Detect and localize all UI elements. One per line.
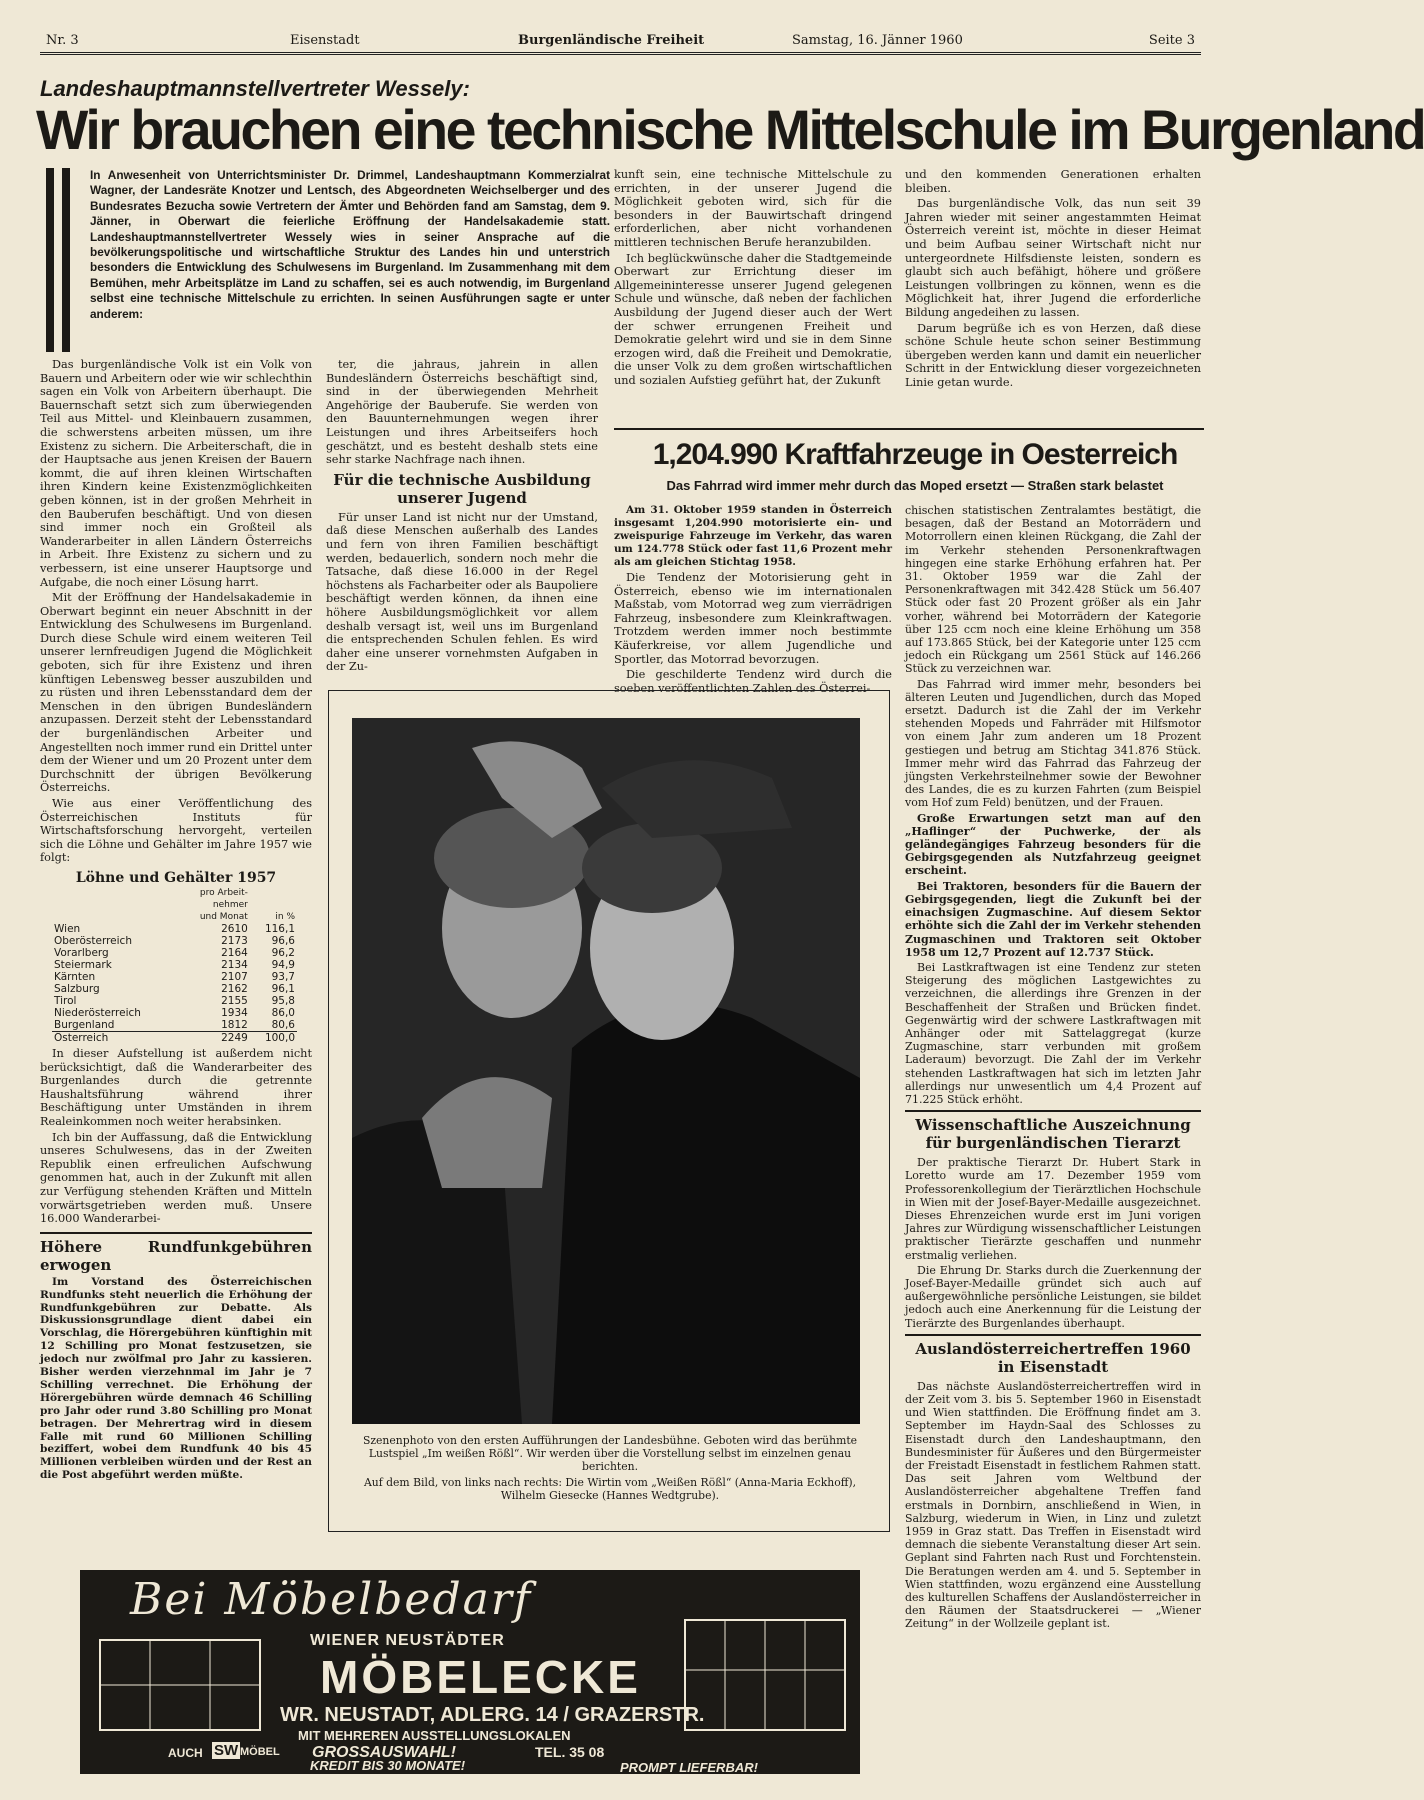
table-cell-label: Wien xyxy=(54,922,81,935)
paragraph: Bei Traktoren, besonders für die Bauern der Gebirgsgegenden, liegt die Zukunft bei der einachsigen Zugmaschine. Auf diesem Sektor erhöhte sich die Zahl der im Verkehr stehenden Zugmaschinen und Traktoren seit Oktober 1958 um 12,7 Prozent auf 12.737 Stück. xyxy=(905,879,1201,959)
paragraph: Die Ehrung Dr. Starks durch die Zuerkennung der Josef-Bayer-Medaille gründet sich auch auf außergewöhnliche persönliche Leistungen, sie bildet jedoch auch eine Anerkennung für die Leistung der Tierärzte des Burgenlandes überhaupt. xyxy=(905,1263,1201,1330)
radio-text: Im Vorstand des Österreichischen Rundfunks steht neuerlich die Erhöhung der Rundfunkgebühren zur Debatte. Als Diskussionsgrundlage dient dabei ein Vorschlag, die Hörergebühren künftighin mit 12 Schilling pro Monat festzusetzen, sie jedoch nur zwölfmal pro Jahr zu kassieren. Bisher werden vierzehnmal im Jahr je 7 Schilling verrechnet. Die Erhöhung der Hörergebühren würde demnach 46 Schilling pro Jahr oder rund 3.80 Schilling pro Monat betragen. Der Mehrertrag wird in diesem Falle mit rund 60 Millionen Schilling beziffert, wobei dem Rundfunk 40 bis 45 Millionen verbleiben würden und der Rest an die Post abgeführt werden müßte. xyxy=(40,1275,312,1482)
paragraph: kunft sein, eine technische Mittelschule zu errichten, in der unserer Jugend die Möglichkeit geboten wird, sich für die besonders in der Bauwirtschaft dringend erforderlichen, aber nicht vorhandenen mittleren technischen Berufe heranzubilden. xyxy=(614,168,892,249)
table-row xyxy=(52,995,297,1007)
table-cell-value: 1812 xyxy=(221,1018,248,1031)
article-column-3 xyxy=(614,168,892,390)
paragraph: In dieser Aufstellung ist außerdem nicht berücksichtigt, daß die Wanderarbeiter des Burgenlandes durch die getrennte Haushaltsführung während ihrer Beschäftigung unter Umständen in ihrem Realeinkommen noch weiter herabsinken. xyxy=(40,1046,312,1128)
ausland-title: Auslandösterreichertreffen 1960 in Eisenstadt xyxy=(915,1339,1191,1376)
table-cell-value: 2610 xyxy=(221,922,248,935)
article-intro: In Anwesenheit von Unterrichtsminister Dr. Drimmel, Landeshauptmann Kommerzialrat Wagner, der Landesräte Knotzer und Lentsch, des Abgeordneten Weichselberger und des Bundesrates Bezucha sowie Vertretern der Ämter und Behörden fand am Samstag, dem 9. Jänner, in Oberwart die feierliche Eröffnung der Handelsakademie statt. Landeshauptmannstellvertreter Wessely wies in seiner Ansprache auf die bevölkerungspolitische und wirtschaftliche Struktur des Landes hin und unterstrich besonders die Entwicklung des Schulwesens im Burgenland. Im Zusammenhang mit dem Bemühen, mehr Arbeitsplätze im Land zu schaffen, sei es auch notwendig, im Burgenland selbst eine technische Mittelschule zu errichten. In seinen Ausführungen sagte er unter anderem: xyxy=(90,168,610,321)
divider xyxy=(40,1232,312,1234)
table-cell-value: 2107 xyxy=(221,970,248,983)
table-row xyxy=(52,983,297,995)
table-row xyxy=(52,935,297,947)
table-cell-percent: 96,1 xyxy=(271,982,295,995)
table-cell-label: Niederösterreich xyxy=(54,1006,141,1019)
table-total-value: 2249 xyxy=(221,1031,248,1044)
kfz-subheadline: Das Fahrrad wird immer mehr durch das Moped ersetzt — Straßen stark belastet xyxy=(666,478,1164,493)
table-total-percent: 100,0 xyxy=(264,1031,295,1044)
newspaper-name: Burgenländische Freiheit xyxy=(518,33,705,48)
furniture-advertisement xyxy=(80,1570,860,1774)
ad-phone: TEL. 35 08 xyxy=(535,1744,605,1760)
table-cell-percent: 95,8 xyxy=(271,994,295,1007)
article-kicker: Landeshauptmannstellvertreter Wessely: xyxy=(40,76,470,101)
article-column-1 xyxy=(40,358,312,1484)
paragraph: chischen statistischen Zentralamtes bestätigt, die besagen, daß der Bestand an Motorrädern und Motorrollern einen kleinen Rückgang, die Zahl der im Verkehr stehenden Personenkraftwagen hingegen eine starke Erhöhung erfahren hat. Per 31. Oktober 1959 war die Zahl der Personenkraftwagen mit 342.428 Stück um 56.407 Stück oder fast 20 Prozent größer als ein Jahr vorher, während bei Motorrädern der Kategorie über 125 ccm noch eine kleine Erhöhung um 358 auf 173.865 Stück, bei der Kategorie unter 125 ccm jedoch ein Rückgang um 2561 Stück auf 146.266 Stück zu verzeichnen war. xyxy=(905,504,1201,676)
paragraph: Mit der Eröffnung der Handelsakademie in Oberwart beginnt ein neuer Abschnitt in der Entwicklung des Schulwesens im Burgenland. Durch diese Schule wird einem weiteren Teil unserer lernfreudigen Jugend die Möglichkeit geboten, sich für ihre Existenz und ihren künftigen Lebensweg besser auszubilden und zu rüsten und ihren Lebensstandard dem der Menschen in den übrigen Bundesländern anzupassen. Derzeit steht der Lebensstandard der burgenländischen Arbeiter und Angestellten noch immer rund ein Drittel unter dem der Wiener und um 20 Prozent unter dem Durchschnitt der übrigen Bevölkerung Österreichs. xyxy=(40,591,312,795)
paragraph: und den kommenden Generationen erhalten bleiben. xyxy=(905,168,1201,195)
table-cell-percent: 96,6 xyxy=(271,934,295,947)
table-cell-label: Steiermark xyxy=(54,958,112,971)
intro-bars-decoration xyxy=(44,168,74,352)
page-number: Seite 3 xyxy=(1148,33,1195,48)
table-cell-value: 1934 xyxy=(221,1006,248,1019)
table-cell-percent: 96,2 xyxy=(271,946,295,959)
page-header xyxy=(40,30,1201,55)
kfz-column-1 xyxy=(614,504,892,697)
table-total-label: Österreich xyxy=(54,1031,109,1044)
kfz-lead: Am 31. Oktober 1959 standen in Österreich insgesamt 1,204.990 motorisierte ein- und zweispurige Fahrzeuge im Verkehr, das waren um 124.778 Stück oder fast 11,6 Prozent mehr als am gleichen Stichtag 1958. xyxy=(614,504,892,568)
paragraph: Ich bin der Auffassung, daß die Entwicklung unseres Schulwesens, das in der Zweiten Republik einen erfreulichen Aufschwung genommen hat, auch in der Zukunft mit allen zur Verfügung stehenden Kräften und Mitteln vorwärtsgetrieben werden muß. Unsere 16.000 Wanderarbei- xyxy=(40,1130,312,1226)
issue-number: Nr. 3 xyxy=(46,33,79,48)
table-cell-value: 2134 xyxy=(221,958,248,971)
table-cell-percent: 80,6 xyxy=(271,1018,295,1031)
divider xyxy=(905,1110,1201,1112)
paragraph: Das burgenländische Volk ist ein Volk von Bauern und Arbeitern oder wie wir schlechthin sagen ein Volk von Arbeitern überhaupt. Die Bauernschaft setzt sich zum überwiegenden Teil aus Mittel- und Kleinbauern zusammen, die schwerstens arbeiten müssen, um ihre Existenz zu sichern. Die Arbeiterschaft, die in der Hauptsache aus jenen Kreisen der Bauern kommt, die auf ihren kleinen Wirtschaften ihren Kindern keine Existenzmöglichkeiten geben können, ist in der großen Mehrheit in den Bauberufen beschäftigt. Und von diesen sind immer noch ein Großteil als Wanderarbeiter in allen Ländern Österreichs in Arbeit. Ihre Existenz zu sichern und zu verbessern, ist eine unserer Hauptsorge und Aufgabe, die noch einer Lösung harrt. xyxy=(40,358,312,589)
paragraph: Der praktische Tierarzt Dr. Hubert Stark in Loretto wurde am 17. Dezember 1959 vom Professorenkollegium der Tierärztlichen Hochschule in Wien mit der Josef-Bayer-Medaille ausgezeichnet. Dieses Ehrenzeichen wurde erst im Juni vorigen Jahres zur Würdigung wissenschaftlicher Leistungen praktischer Tierärzte geschaffen und nunmehr erstmalig verliehen. xyxy=(905,1156,1201,1262)
table-cell-label: Burgenland xyxy=(54,1018,115,1031)
paragraph: Die Tendenz der Motorisierung geht in Österreich, ebenso wie im internationalen Maßstab, vom Motorrad weg zum vierrädrigen Fahrzeug, insbesondere zum Kleinkraftwagen. Trotzdem werden immer noch bestimmte Käuferkreise, vor allem Jugendliche und Sportler, das Motorrad bevorzugen. xyxy=(614,571,892,666)
table-cell-label: Salzburg xyxy=(54,982,100,995)
kitchen-illustration-icon xyxy=(680,1610,850,1740)
city: Eisenstadt xyxy=(290,33,360,48)
photo-illustration xyxy=(352,718,860,1424)
sideboard-illustration-icon xyxy=(90,1630,270,1740)
table-row xyxy=(52,1007,297,1019)
table-cell-value: 2155 xyxy=(221,994,248,1007)
ad-brand: MÖBELECKE xyxy=(320,1651,641,1703)
paragraph: Bei Lastkraftwagen ist eine Tendenz zur steten Steigerung des möglichen Lastgewichtes zu verzeichnen, die allerdings ihre Grenzen in der Beschaffenheit der Straßen und Brücken findet. Gegenwärtig wird der schwere Lastkraftwagen mit Anhänger oder mit Sattelaggregat (kurze Zugmaschine, starr verbunden mit großem Laderaum) bevorzugt. Die Zahl der im Verkehr stehenden Lastkraftwagen hat sich im letzten Jahr allerdings nur unwesentlich um 4,4 Prozent auf 71.225 Stück erhöht. xyxy=(905,960,1201,1106)
table-cell-label: Kärnten xyxy=(54,970,96,983)
theatre-photo xyxy=(352,718,860,1424)
table-cell-percent: 94,9 xyxy=(271,958,295,971)
table-cell-label: Vorarlberg xyxy=(54,946,109,959)
table-cell-value: 2164 xyxy=(221,946,248,959)
article-column-2 xyxy=(326,358,598,676)
table-row xyxy=(52,1019,297,1032)
paragraph: Die geschilderte Tendenz wird durch die soeben veröffentlichten Zahlen des Österrei- xyxy=(614,668,892,695)
kfz-column-2 xyxy=(905,504,1201,1633)
table-head: pro Arbeit- xyxy=(199,887,248,898)
radio-title: Höhere Rundfunkgebühren erwogen xyxy=(40,1237,312,1274)
ad-sw: SW xyxy=(214,1742,239,1759)
divider xyxy=(614,428,1204,430)
tierarzt-title: Wissenschaftliche Auszeichnung für burgenländischen Tierarzt xyxy=(915,1116,1191,1153)
table-cell-value: 2173 xyxy=(221,934,248,947)
table-cell-label: Oberösterreich xyxy=(54,934,132,947)
ad-address: WR. NEUSTADT, ADLERG. 14 / GRAZERSTR. xyxy=(280,1704,705,1726)
paragraph: Das burgenländische Volk, das nun seit 39 Jahren wieder mit seiner angestammten Heimat Österreich vereint ist, möchte in dieser Heimat und beim Aufbau seiner Wirtschaft nicht nur untergeordnete Hilfsdienste leisten, sondern es glaubt sich auch befähigt, höhere und größere Leistungen vollbringen zu können, wenn es die Möglichkeit hat, ihrer Jugend die erforderliche Bildung angedeihen zu lassen. xyxy=(905,197,1201,319)
article-headline: Wir brauchen eine technische Mittelschule im Burgenland xyxy=(36,98,1424,161)
ad-script: Bei Möbelbedarf xyxy=(130,1574,533,1625)
table-row xyxy=(52,923,297,935)
table-head: nehmer xyxy=(212,899,248,910)
paragraph: Große Erwartungen setzt man auf den „Haflinger“ der Puchwerke, der als geländegängiges Fahrzeug besonders für die Gebirgsgegenden als Nutzfahrzeug geeignet erscheint. xyxy=(905,811,1201,878)
paragraph: Das Fahrrad wird immer mehr, besonders bei älteren Leuten und Jugendlichen, durch das Moped ersetzt. Dadurch ist die Zahl der im Verkehr stehenden Mopeds und Fahrräder mit Hilfsmotor von einem Jahr zum anderen um 18 Prozent gestiegen und betrug am Stichtag 341.876 Stück. Immer mehr wird das Fahrrad das Fahrzeug der jüngsten Verkehrsteilnehmer sowie der Bewohner des Landes, die es zu kurzen Fahrten (zum Beispiel vom Hof zum Feld) benützen, und der Frauen. xyxy=(905,677,1201,810)
ad-moebel: MÖBEL xyxy=(240,1746,280,1758)
paragraph: Ich beglückwünsche daher die Stadtgemeinde Oberwart zur Errichtung dieser im Allgemeininteresse unserer Jugend gelegenen Schule und wünsche, daß neben der fachlichen Ausbildung der Jugend dieser auch der Wert der schwer errungenen Freiheit und Demokratie gelehrt wird und sie in dem Sinne erzogen wird, daß die Freiheit und Demokratie, die unser Volk zu dem großen wirtschaftlichen und sozialen Aufstieg geführt hat, der Zukunft xyxy=(614,251,892,387)
divider xyxy=(905,1334,1201,1336)
paragraph: Wie aus einer Veröffentlichung des Österreichischen Instituts für Wirtschaftsforschung hervorgeht, verteilen sich die Löhne und Gehälter im Jahre 1957 wie folgt: xyxy=(40,797,312,865)
subheading: Für die technische Ausbildung unserer Jugend xyxy=(333,470,591,507)
caption-line: Szenenphoto von den ersten Aufführungen der Landesbühne. Geboten wird das berühmte Lustspiel „Im weißen Rößl“. Wir werden über die Vorstellung selbst im einzelnen genau berichten. xyxy=(362,1434,858,1473)
ad-auswahl: GROSSAUSWAHL! xyxy=(312,1744,456,1761)
paragraph: Darum begrüße ich es von Herzen, daß diese schöne Schule heute schon seiner Bestimmung übergeben werden kann und damit ein neuerlicher Schritt in der Entwicklung dieser vorgezeichneten Linie getan wurde. xyxy=(905,321,1201,389)
table-cell-value: 2162 xyxy=(221,982,248,995)
table-row xyxy=(52,971,297,983)
table-row xyxy=(52,959,297,971)
table-head: in % xyxy=(275,911,295,922)
table-cell-percent: 116,1 xyxy=(264,922,295,935)
paragraph: Für unser Land ist nicht nur der Umstand, daß diese Menschen außerhalb des Landes und fern von ihren Familien beschäftigt werden, bedauerlich, sondern noch mehr die Tatsache, daß diese 16.000 in der Regel höchstens als Facharbeiter oder als Baupoliere beschäftigt werden können, da ihnen eine höhere Ausbildungsmöglichkeit vor allem deshalb versagt ist, weil uns im Burgenland die entsprechenden Schulen fehlen. Es wird daher eine unserer vornehmsten Aufgaben in der Zu- xyxy=(326,510,598,674)
wage-table-title: Löhne und Gehälter 1957 xyxy=(75,869,277,886)
table-cell-label: Tirol xyxy=(54,994,77,1007)
table-cell-percent: 86,0 xyxy=(271,1006,295,1019)
ad-auch: AUCH xyxy=(168,1746,203,1760)
ad-line2: MIT MEHREREN AUSSTELLUNGSLOKALEN xyxy=(298,1728,571,1743)
paragraph: ter, die jahraus, jahrein in allen Bundesländern Österreichs beschäftigt sind, sind in der überwiegenden Mehrheit Angehörige der Bauberufe. Sie werden von den Bauunternehmungen wegen ihrer Leistungen und ihres Arbeitseifers hoch geschätzt, und es besteht deshalb stets eine sehr starke Nachfrage nach ihnen. xyxy=(326,358,598,467)
article-column-4 xyxy=(905,168,1201,392)
table-row xyxy=(52,947,297,959)
photo-caption xyxy=(350,1434,870,1502)
ad-kredit: KREDIT BIS 30 MONATE! xyxy=(310,1758,466,1773)
kfz-headline: 1,204.990 Kraftfahrzeuge in Oesterreich xyxy=(652,438,1178,471)
table-head: und Monat xyxy=(199,911,248,922)
issue-date: Samstag, 16. Jänner 1960 xyxy=(792,33,963,48)
caption-line: Auf dem Bild, von links nach rechts: Die Wirtin vom „Weißen Rößl“ (Anna-Maria Eckhoff), Wilhelm Giesecke (Hannes Wedtgrube). xyxy=(363,1476,857,1502)
paragraph: Das nächste Auslandösterreichertreffen wird in der Zeit vom 3. bis 5. September 1960 in Eisenstadt und Wien stattfinden. Die Eröffnung findet am 3. September im Haydn-Saal des Schlosses zu Eisenstadt durch den Landeshauptmann, den Bundesminister für Äußeres und den Bürgermeister der Freistadt Eisenstadt in festlichem Rahmen statt. Das seit Jahren vom Weltbund der Auslandösterreicher abgehaltene Treffen fand erstmals in Dornbirn, anschließend in Wien, in Salzburg, wiederum in Wien, in Linz und zuletzt 1959 in Graz statt. Das Treffen in Eisenstadt wird demnach die siebente Veranstaltung dieser Art sein. Geplant sind Fahrten nach Rust und Forchtenstein. Die Beratungen werden am 4. und 5. September in Wien stattfinden, wozu ergänzend eine Ausstellung des kulturellen Schaffens der Auslandösterreicher in den Räumen der Staatsdruckerei — „Wiener Zeitung“ in der Wollzeile geplant ist. xyxy=(905,1379,1201,1631)
table-cell-percent: 93,7 xyxy=(271,970,295,983)
wage-table xyxy=(52,887,297,1044)
ad-line1: WIENER NEUSTÄDTER xyxy=(310,1632,505,1649)
ad-prompt: PROMPT LIEFERBAR! xyxy=(620,1760,758,1775)
